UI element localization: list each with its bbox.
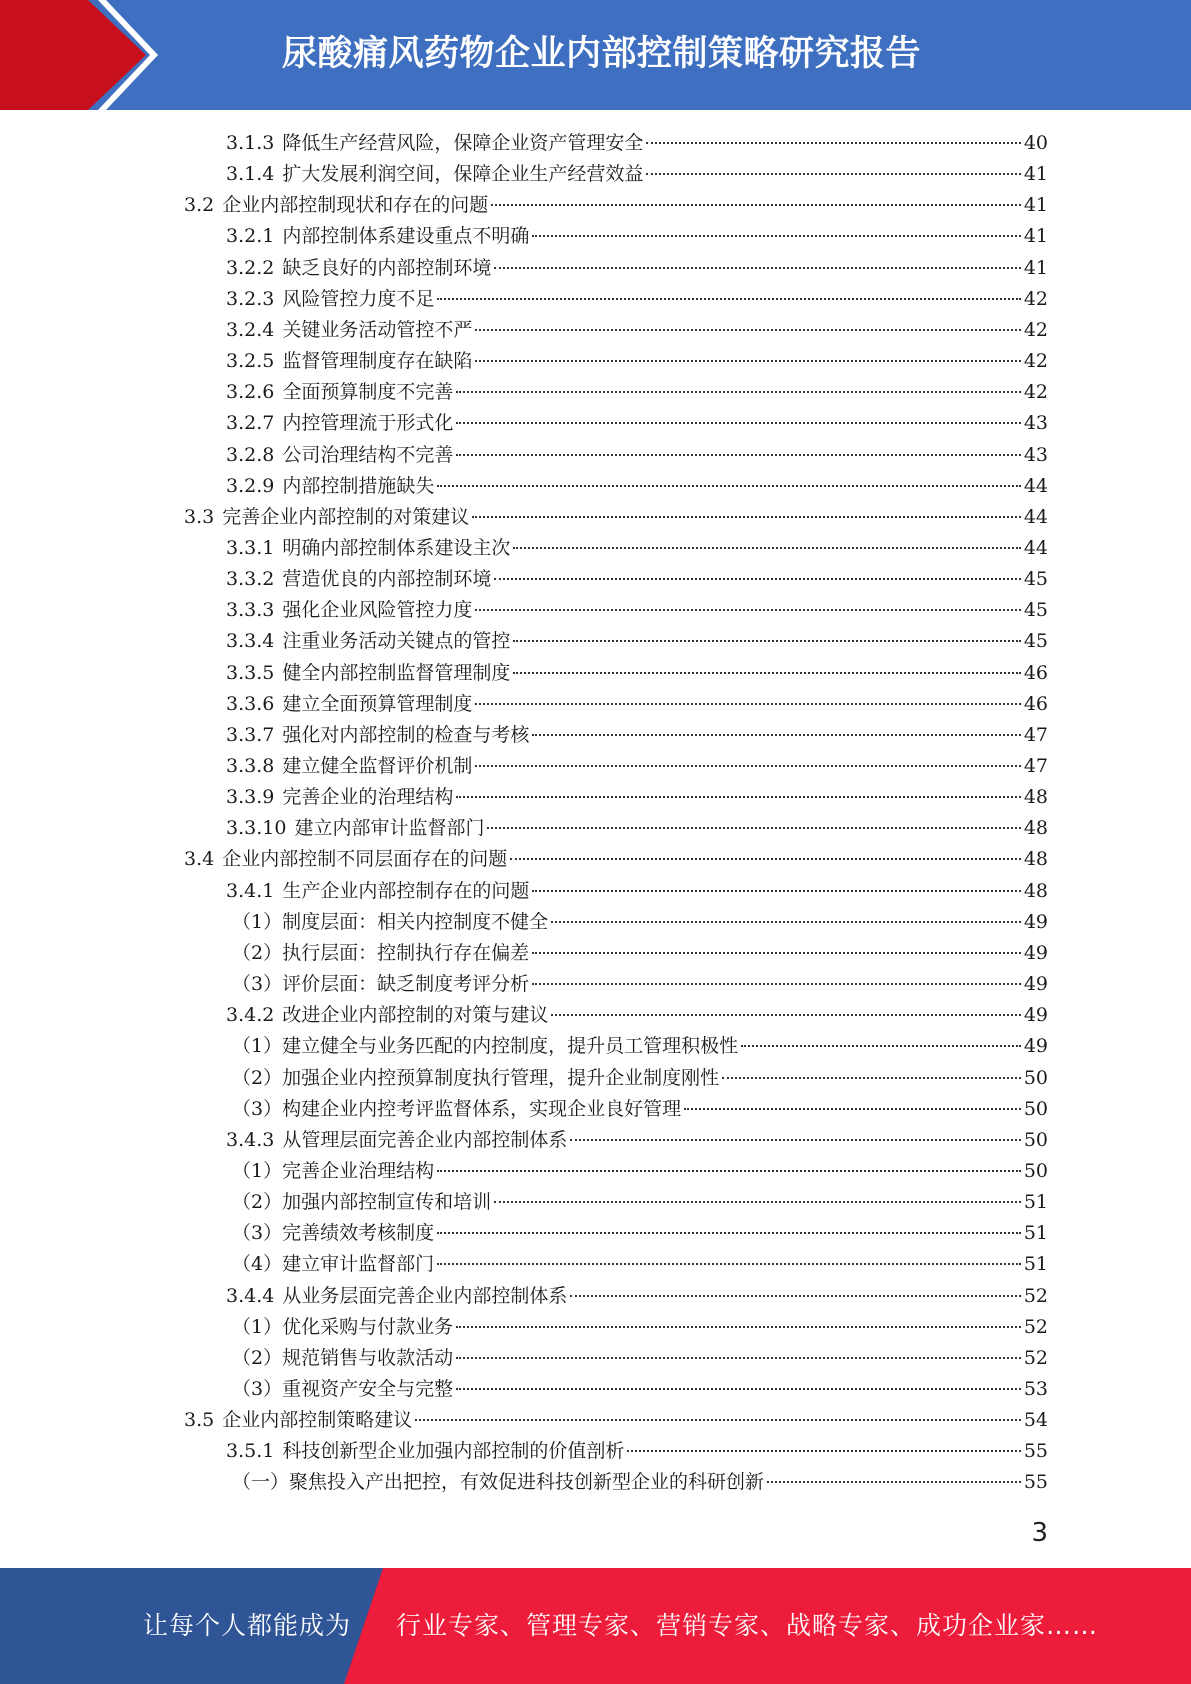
toc-entry-title: 改进企业内部控制的对策与建议 [282, 1004, 549, 1027]
toc-leader-dots [475, 702, 1020, 705]
footer-slogan-right: 行业专家、管理专家、营销专家、战略专家、成功企业家…… [396, 1611, 1099, 1640]
toc-leader-dots [415, 1418, 1021, 1421]
toc-leader-dots [456, 453, 1020, 456]
toc-entry-number: 3.4.4 [226, 1284, 275, 1307]
toc-leader-dots [456, 390, 1020, 393]
toc-entry-title: 健全内部控制监督管理制度 [282, 661, 511, 684]
toc-entry[interactable] [232, 969, 1048, 1000]
toc-entry[interactable] [226, 595, 1048, 626]
toc-entry-title: 优化采购与付款业务 [282, 1315, 454, 1338]
toc-leader-dots [437, 1262, 1021, 1265]
toc-entry-title: 从管理层面完善企业内部控制体系 [282, 1128, 568, 1151]
toc-entry-title: 风险管控力度不足 [282, 287, 435, 310]
toc-entry[interactable] [226, 1000, 1048, 1031]
toc-entry-number: 3.4.1 [226, 879, 275, 902]
toc-entry-number: 3.2.2 [226, 256, 275, 279]
toc-entry[interactable] [226, 253, 1048, 284]
toc-entry-number: 3.1.4 [226, 163, 275, 186]
toc-leader-dots [491, 203, 1021, 206]
toc-entry-number: 3.3.10 [226, 817, 287, 840]
toc-entry-page: 55 [1023, 1440, 1048, 1463]
toc-leader-dots [494, 577, 1020, 580]
toc-entry[interactable] [232, 1094, 1048, 1125]
toc-entry-number: （2） [232, 1191, 283, 1214]
toc-entry-number: 3.2.8 [226, 443, 275, 466]
toc-entry-title: 构建企业内控考评监督体系，实现企业良好管理 [282, 1097, 682, 1120]
toc-entry[interactable] [226, 626, 1048, 657]
toc-entry[interactable] [232, 1187, 1048, 1218]
toc-leader-dots [437, 297, 1020, 300]
toc-entry-title: 企业内部控制不同层面存在的问题 [222, 848, 508, 871]
toc-entry-page: 42 [1023, 318, 1048, 341]
toc-leader-dots [472, 515, 1021, 518]
toc-entry[interactable] [226, 128, 1048, 159]
toc-entry-page: 42 [1023, 287, 1048, 310]
toc-leader-dots [513, 639, 1020, 642]
toc-entry-title: 公司治理结构不完善 [282, 443, 454, 466]
toc-entry[interactable] [232, 1156, 1048, 1187]
toc-entry[interactable] [226, 782, 1048, 813]
report-title: 尿酸痛风药物企业内部控制策略研究报告 [282, 34, 922, 74]
toc-leader-dots [551, 1013, 1020, 1016]
toc-entry[interactable] [226, 471, 1048, 502]
toc-entry-title: 注重业务活动关键点的管控 [282, 630, 511, 653]
toc-entry-page: 41 [1023, 163, 1048, 186]
toc-entry[interactable] [232, 938, 1048, 969]
toc-entry-title: 明确内部控制体系建设主次 [282, 536, 511, 559]
toc-entry-number: （1） [232, 1315, 283, 1338]
toc-entry-title: 完善企业治理结构 [282, 1159, 435, 1182]
toc-entry-title: 建立健全与业务匹配的内控制度，提升员工管理积极性 [282, 1035, 739, 1058]
toc-entry-number: 3.4.2 [226, 1004, 275, 1027]
toc-entry-number: 3.3.7 [226, 723, 275, 746]
toc-entry-title: 企业内部控制现状和存在的问题 [222, 194, 489, 217]
toc-leader-dots [551, 920, 1021, 923]
toc-entry-number: 3.2.7 [226, 412, 275, 435]
toc-leader-dots [646, 141, 1020, 144]
toc-entry-number: （3） [232, 973, 283, 996]
toc-entry-title: 规范销售与收款活动 [282, 1346, 454, 1369]
toc-entry-title: 完善绩效考核制度 [282, 1222, 435, 1245]
toc-entry[interactable] [232, 1312, 1048, 1343]
toc-entry[interactable] [226, 377, 1048, 408]
toc-entry-page: 42 [1023, 350, 1048, 373]
toc-entry-page: 54 [1023, 1409, 1048, 1432]
toc-entry-title: 关键业务活动管控不严 [282, 318, 473, 341]
toc-entry-page: 50 [1023, 1128, 1048, 1151]
toc-entry-title: 加强企业内控预算制度执行管理，提升企业制度刚性 [282, 1066, 720, 1089]
toc-leader-dots [456, 421, 1020, 424]
toc-entry-title: 强化对内部控制的检查与考核 [282, 723, 530, 746]
toc-leader-dots [767, 1480, 1021, 1483]
toc-entry-number: （3） [232, 1097, 283, 1120]
toc-entry-title: 企业内部控制策略建议 [222, 1409, 413, 1432]
toc-leader-dots [475, 608, 1020, 611]
toc-entry-number: 3.3.8 [226, 755, 275, 777]
toc-entry[interactable] [226, 440, 1048, 471]
toc-entry-title: 建立审计监督部门 [282, 1253, 435, 1276]
toc-entry[interactable] [226, 813, 1048, 844]
toc-leader-dots [684, 1107, 1021, 1110]
toc-leader-dots [437, 1231, 1021, 1234]
toc-entry-page: 47 [1023, 755, 1048, 777]
toc-leader-dots [456, 795, 1020, 798]
toc-entry-page: 49 [1023, 1004, 1048, 1027]
toc-entry[interactable] [226, 408, 1048, 439]
toc-entry-number: 3.1.3 [226, 132, 275, 154]
toc-entry-title: 生产企业内部控制存在的问题 [282, 879, 530, 902]
toc-leader-dots [494, 266, 1020, 269]
toc-entry-page: 48 [1023, 786, 1048, 809]
toc-entry-title: 建立全面预算管理制度 [282, 692, 473, 715]
toc-leader-dots [532, 733, 1020, 736]
toc-entry-title: 降低生产经营风险，保障企业资产管理安全 [282, 132, 644, 154]
toc-entry-title: 重视资产安全与完整 [282, 1378, 454, 1400]
toc-entry-number: （一） [232, 1471, 290, 1494]
toc-entry[interactable] [226, 315, 1048, 346]
toc-entry-title: 全面预算制度不完善 [282, 381, 454, 404]
toc-leader-dots [532, 982, 1021, 985]
footer-banner [0, 1568, 1191, 1684]
toc-entry-number: 3.2.6 [226, 381, 275, 404]
toc-entry-page: 52 [1023, 1315, 1048, 1338]
toc-entry-page: 41 [1023, 225, 1048, 248]
toc-leader-dots [627, 1449, 1020, 1452]
toc-entry[interactable] [232, 1063, 1048, 1094]
toc-entry-number: （2） [232, 1066, 283, 1089]
toc-entry-number: 3.3.3 [226, 599, 275, 622]
toc-entry-page: 49 [1023, 910, 1048, 933]
toc-entry-number: 3.4.3 [226, 1128, 275, 1151]
toc-entry-page: 49 [1023, 941, 1048, 964]
toc-entry[interactable] [232, 907, 1048, 938]
toc-entry-title: 内部控制措施缺失 [282, 474, 435, 497]
toc-entry[interactable] [226, 658, 1048, 689]
toc-entry-number: 3.2.3 [226, 287, 275, 310]
toc-leader-dots [646, 172, 1020, 175]
toc-entry-page: 44 [1023, 536, 1048, 559]
toc-leader-dots [494, 1200, 1021, 1203]
toc-entry[interactable] [232, 1343, 1048, 1374]
toc-leader-dots [570, 1138, 1020, 1141]
toc-entry-number: （1） [232, 1035, 283, 1058]
toc-entry-title: 从业务层面完善企业内部控制体系 [282, 1284, 568, 1307]
toc-entry[interactable] [184, 502, 1048, 533]
toc-leader-dots [456, 1325, 1021, 1328]
toc-entry-page: 43 [1023, 412, 1048, 435]
toc-entry-page: 47 [1023, 723, 1048, 746]
toc-entry[interactable] [232, 1374, 1048, 1405]
toc-entry-page: 44 [1023, 474, 1048, 497]
toc-entry-title: 建立健全监督评价机制 [282, 755, 473, 777]
toc-entry[interactable] [226, 159, 1048, 190]
toc-entry-page: 51 [1023, 1253, 1048, 1276]
toc-entry[interactable] [226, 284, 1048, 315]
toc-leader-dots [570, 1294, 1020, 1297]
toc-entry[interactable] [226, 346, 1048, 377]
toc-entry-title: 完善企业的治理结构 [282, 786, 454, 809]
toc-leader-dots [510, 857, 1021, 860]
toc-entry-page: 55 [1023, 1471, 1048, 1494]
toc-entry-title: 聚焦投入产出把控，有效促进科技创新型企业的科研创新 [289, 1471, 765, 1494]
toc-entry[interactable] [226, 876, 1048, 907]
toc-leader-dots [513, 546, 1020, 549]
toc-entry-number: 3.2.9 [226, 474, 275, 497]
toc-entry-number: （2） [232, 941, 283, 964]
toc-leader-dots [437, 1169, 1021, 1172]
toc-entry[interactable] [226, 221, 1048, 252]
toc-entry[interactable] [226, 564, 1048, 595]
toc-entry-page: 51 [1023, 1191, 1048, 1214]
toc-entry[interactable] [226, 1125, 1048, 1156]
toc-entry-page: 49 [1023, 973, 1048, 996]
toc-entry-title: 营造优良的内部控制环境 [282, 568, 492, 591]
toc-entry-page: 53 [1023, 1378, 1048, 1400]
toc-entry-page: 52 [1023, 1346, 1048, 1369]
toc-leader-dots [513, 671, 1020, 674]
toc-leader-dots [722, 1076, 1021, 1079]
toc-entry-page: 42 [1023, 381, 1048, 404]
toc-entry[interactable] [226, 751, 1048, 782]
toc-entry-page: 48 [1023, 817, 1048, 840]
toc-entry-number: 3.3.5 [226, 661, 275, 684]
toc-entry-title: 内部控制体系建设重点不明确 [282, 225, 530, 248]
toc-entry-number: 3.3.9 [226, 786, 275, 809]
toc-leader-dots [532, 889, 1020, 892]
toc-entry-number: 3.5 [184, 1409, 215, 1432]
toc-leader-dots [475, 359, 1020, 362]
toc-entry-title: 监督管理制度存在缺陷 [282, 350, 473, 373]
toc-entry-number: （1） [232, 910, 283, 933]
toc-entry[interactable] [226, 1436, 1048, 1467]
toc-entry-page: 46 [1023, 661, 1048, 684]
toc-entry[interactable] [226, 720, 1048, 751]
toc-entry-number: （1） [232, 1159, 283, 1182]
toc-entry[interactable] [184, 1405, 1048, 1436]
toc-entry[interactable] [232, 1218, 1048, 1249]
toc-leader-dots [487, 826, 1020, 829]
toc-entry[interactable] [184, 190, 1048, 221]
toc-leader-dots [437, 484, 1020, 487]
toc-entry-page: 45 [1023, 599, 1048, 622]
toc-entry-page: 50 [1023, 1097, 1048, 1120]
toc-entry-number: 3.2.5 [226, 350, 275, 373]
toc-entry[interactable] [226, 689, 1048, 720]
page-number: 3 [1031, 1518, 1048, 1548]
toc-leader-dots [475, 328, 1020, 331]
toc-entry-number: 3.4 [184, 848, 215, 871]
toc-entry-number: 3.3.1 [226, 536, 275, 559]
toc-entry-title: 完善企业内部控制的对策建议 [222, 505, 470, 528]
toc-entry-page: 51 [1023, 1222, 1048, 1245]
toc-entry-number: （4） [232, 1253, 283, 1276]
toc-entry[interactable] [232, 1031, 1048, 1062]
toc-entry-number: 3.2 [184, 194, 215, 217]
toc-entry-number: 3.5.1 [226, 1440, 275, 1463]
toc-entry-page: 41 [1023, 194, 1048, 217]
toc-entry-number: 3.2.1 [226, 225, 275, 248]
toc-entry-page: 52 [1023, 1284, 1048, 1307]
toc-entry[interactable] [232, 1467, 1048, 1498]
toc-entry-number: （3） [232, 1222, 283, 1245]
toc-leader-dots [475, 764, 1020, 767]
toc-leader-dots [532, 234, 1020, 237]
toc-entry[interactable] [232, 1249, 1048, 1280]
toc-entry-page: 43 [1023, 443, 1048, 466]
toc-entry[interactable] [226, 533, 1048, 564]
toc-entry-number: （3） [232, 1378, 283, 1400]
toc-entry-title: 制度层面：相关内控制度不健全 [282, 910, 549, 933]
toc-entry-number: （2） [232, 1346, 283, 1369]
toc-entry-number: 3.3.6 [226, 692, 275, 715]
toc-entry-number: 3.2.4 [226, 318, 275, 341]
toc-entry-number: 3.3.4 [226, 630, 275, 653]
toc-leader-dots [741, 1044, 1021, 1047]
toc-entry[interactable] [226, 1281, 1048, 1312]
toc-entry-page: 50 [1023, 1066, 1048, 1089]
toc-entry-page: 40 [1023, 132, 1048, 154]
toc-entry-page: 50 [1023, 1159, 1048, 1182]
toc-entry-title: 建立内部审计监督部门 [294, 817, 485, 840]
toc-entry-page: 48 [1023, 848, 1048, 871]
toc-entry-page: 41 [1023, 256, 1048, 279]
toc-leader-dots [532, 951, 1021, 954]
toc-entry-page: 46 [1023, 692, 1048, 715]
toc-entry-title: 内控管理流于形式化 [282, 412, 454, 435]
toc-entry-title: 评价层面：缺乏制度考评分析 [282, 973, 530, 996]
toc-entry-page: 45 [1023, 568, 1048, 591]
toc-leader-dots [456, 1356, 1021, 1359]
toc-entry-title: 加强内部控制宣传和培训 [282, 1191, 492, 1214]
toc-entry[interactable] [184, 844, 1048, 875]
toc-leader-dots [456, 1387, 1021, 1390]
toc-entry-page: 45 [1023, 630, 1048, 653]
toc-entry-title: 缺乏良好的内部控制环境 [282, 256, 492, 279]
toc-entry-title: 执行层面：控制执行存在偏差 [282, 941, 530, 964]
toc-entry-number: 3.3.2 [226, 568, 275, 591]
toc-entry-page: 49 [1023, 1035, 1048, 1058]
toc-entry-number: 3.3 [184, 505, 215, 528]
header-banner [0, 0, 1191, 110]
toc-entry-title: 扩大发展利润空间，保障企业生产经营效益 [282, 163, 644, 186]
toc-entry-page: 44 [1023, 505, 1048, 528]
toc-entry-title: 科技创新型企业加强内部控制的价值剖析 [282, 1440, 625, 1463]
toc-entry-title: 强化企业风险管控力度 [282, 599, 473, 622]
toc-entry-page: 48 [1023, 879, 1048, 902]
footer-slogan-left: 让每个人都能成为 [143, 1611, 352, 1640]
